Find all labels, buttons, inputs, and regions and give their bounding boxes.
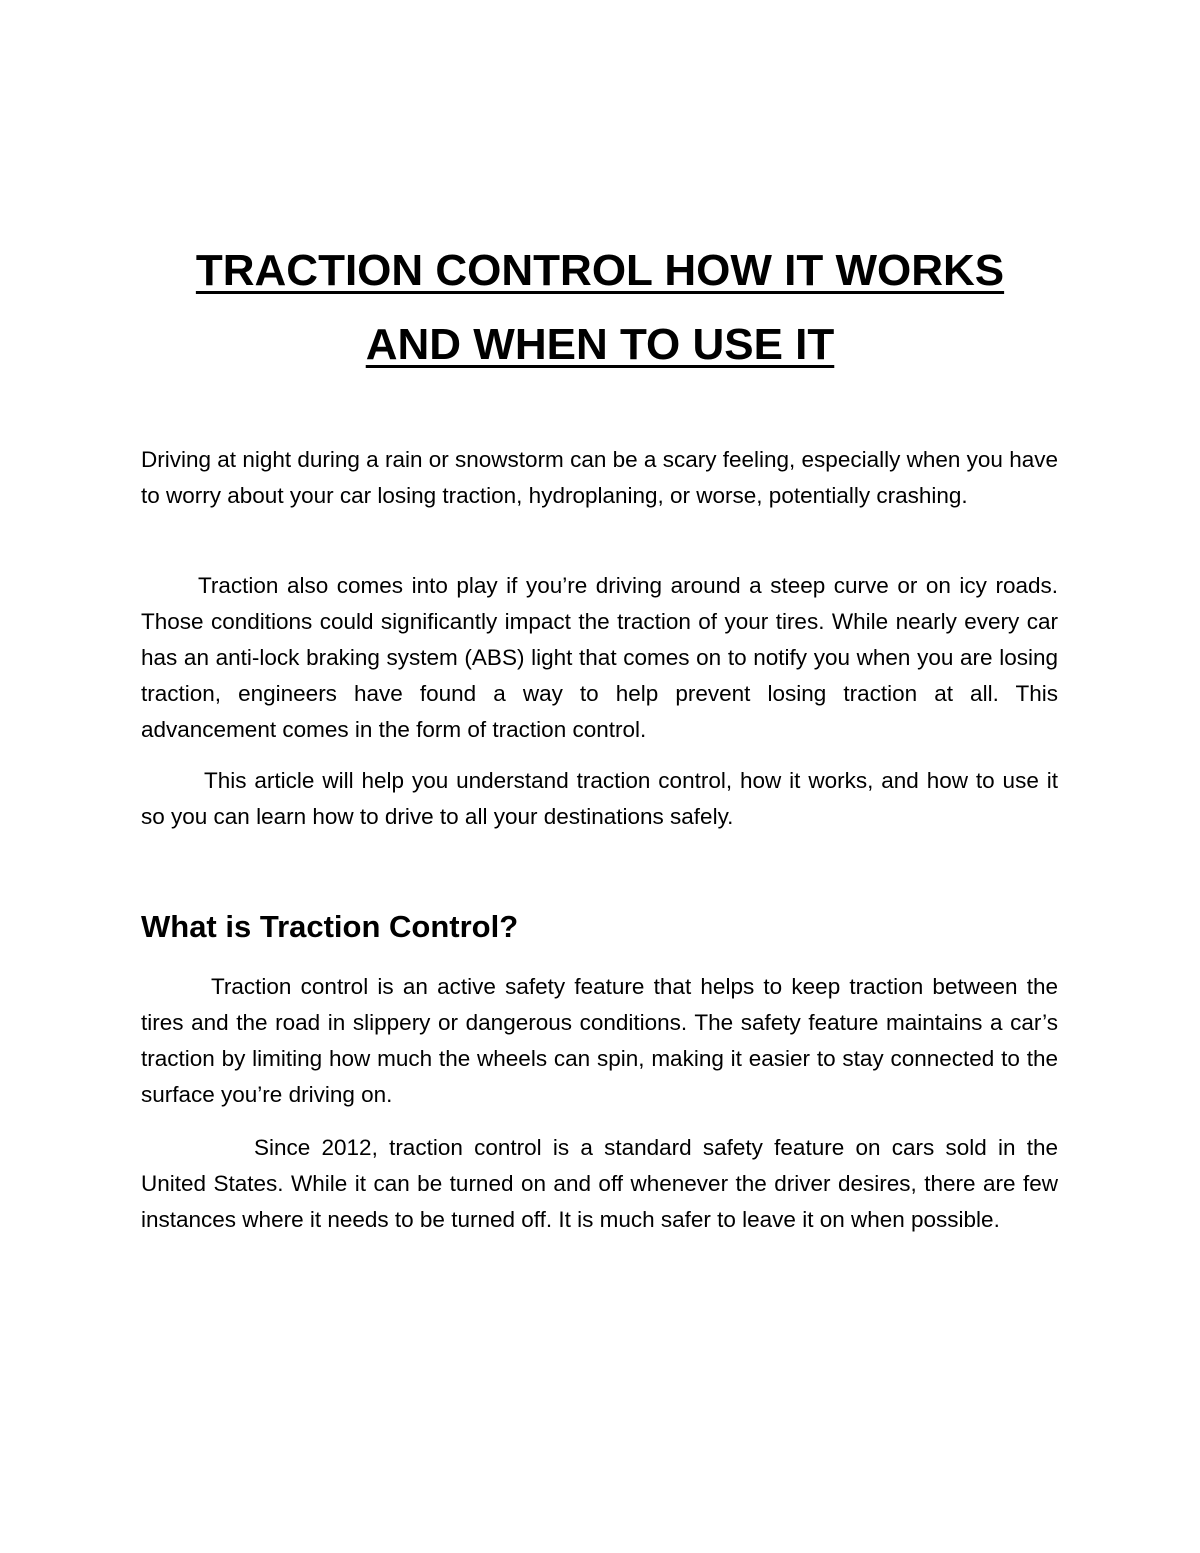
traction-paragraph: Traction also comes into play if you’re driving around a steep curve or on icy roads. Those conditions could significantly impact the traction of your tires. While nearly every car has an anti-lock braking system (ABS) light that comes on to notify you when you are losing traction, engineers have found a way to help prevent losing traction at all. This advancement comes in the form of traction control. [141,573,1058,742]
title-line-1: TRACTION CONTROL HOW IT WORKS [195,246,1005,295]
section-heading: What is Traction Control? [141,909,519,944]
standard-feature-paragraph: Since 2012, traction control is a standard safety feature on cars sold in the United States. While it can be turned on and off whenever the driver desires, there are few instances where it needs to be turned off. It is much safer to leave it on when possible. [141,1135,1058,1232]
article-purpose-paragraph: This article will help you understand traction control, how it works, and how to use it so you can learn how to drive to all your destinations safely. [141,768,1058,829]
title-line-2: AND WHEN TO USE IT [365,320,835,369]
document-title [120,234,1080,382]
intro-paragraph: Driving at night during a rain or snowstorm can be a scary feeling, especially when you have to worry about your car losing traction, hydroplaning, or worse, potentially crashing. [141,447,1058,508]
definition-paragraph: Traction control is an active safety feature that helps to keep traction between the tires and the road in slippery or dangerous conditions. The safety feature maintains a car’s traction by limiting how much the wheels can spin, making it easier to stay connected to the surface you’re driving on. [141,974,1058,1107]
